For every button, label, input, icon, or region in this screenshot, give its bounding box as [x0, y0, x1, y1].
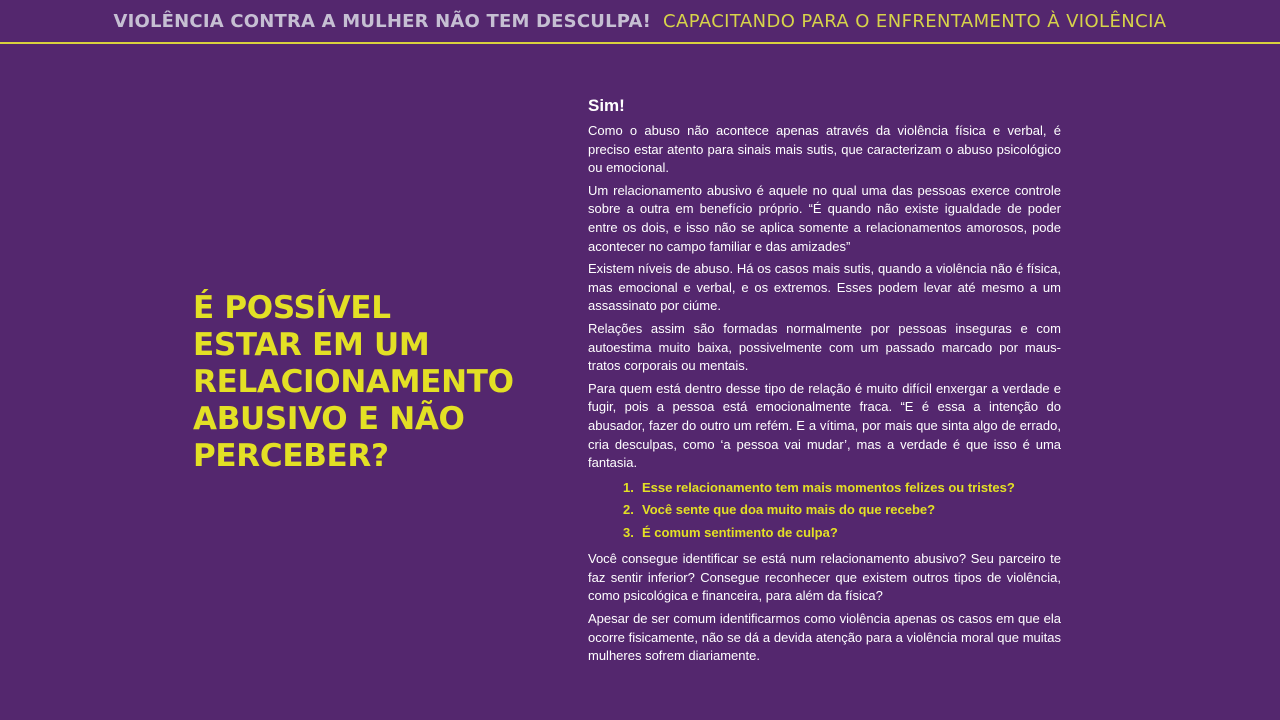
- article-paragraph: Existem níveis de abuso. Há os casos mais sutis, quando a violência não é física, mas emocional e verbal, e os extremos. Esses podem levar até mesmo a um assassinato por ciúme.: [588, 261, 1061, 314]
- article-paragraph: Apesar de ser comum identificarmos como violência apenas os casos em que ela ocorre fisicamente, não se dá a devida atenção para a violência moral que muitas mulheres sofrem diariamente.: [588, 610, 1061, 664]
- headline-line: ESTAR EM UM: [193, 327, 430, 363]
- question-item: [623, 522, 1061, 545]
- article-paragraph: Para quem está dentro desse tipo de relação é muito difícil enxergar a verdade e fugir, pois a pessoa está emocionalmente fraca. “E é essa a intenção do abusador, fazer do outro um refém. E a vítima, por mais que sinta algo de errado, cria desculpas, como ‘a pessoa vai mudar’, mas a verdade é que isso é uma fantasia.: [588, 380, 1061, 471]
- headline-line: PERCEBER?: [193, 438, 389, 474]
- question-number: 2.: [623, 502, 634, 518]
- article-heading: Sim!: [588, 96, 625, 115]
- question-number: 3.: [623, 524, 634, 540]
- question-number: 1.: [623, 479, 634, 495]
- header-divider: [0, 42, 1280, 44]
- question-text: Esse relacionamento tem mais momentos felizes ou tristes?: [642, 479, 1015, 495]
- article-paragraph: Como o abuso não acontece apenas através da violência física e verbal, é preciso estar atento para sinais mais sutis, que caracterizam o abuso psicológico ou emocional.: [588, 123, 1061, 176]
- header-subtitle: CAPACITANDO PARA O ENFRENTAMENTO À VIOLÊNCIA: [663, 10, 1167, 32]
- question-list: [588, 477, 1061, 545]
- headline-line: É POSSÍVEL: [193, 290, 391, 326]
- headline: [193, 290, 533, 475]
- question-text: Você sente que doa muito mais do que recebe?: [642, 502, 936, 518]
- headline-line: ABUSIVO E NÃO: [193, 401, 465, 437]
- article-paragraph: Um relacionamento abusivo é aquele no qual uma das pessoas exerce controle sobre a outra em benefício próprio. “É quando não existe igualdade de poder entre os dois, e isso não se aplica somente a relacionamentos amorosos, pode acontecer no campo familiar e das amizades”: [588, 182, 1061, 254]
- question-item: [623, 477, 1061, 500]
- article-body: [588, 96, 1061, 670]
- header-campaign-title: VIOLÊNCIA CONTRA A MULHER NÃO TEM DESCULPA!: [113, 10, 652, 32]
- question-item: [623, 499, 1061, 522]
- question-text: É comum sentimento de culpa?: [642, 524, 838, 540]
- article-paragraph: Você consegue identificar se está num relacionamento abusivo? Seu parceiro te faz sentir inferior? Consegue reconhecer que existem outros tipos de violência, como psicológica e financeira, para além da física?: [588, 551, 1061, 604]
- article-paragraph: Relações assim são formadas normalmente por pessoas inseguras e com autoestima muito baixa, possivelmente com um passado marcado por maus-tratos corporais ou mentais.: [588, 320, 1061, 374]
- headline-line: RELACIONAMENTO: [193, 364, 514, 400]
- header-banner: [0, 0, 1280, 42]
